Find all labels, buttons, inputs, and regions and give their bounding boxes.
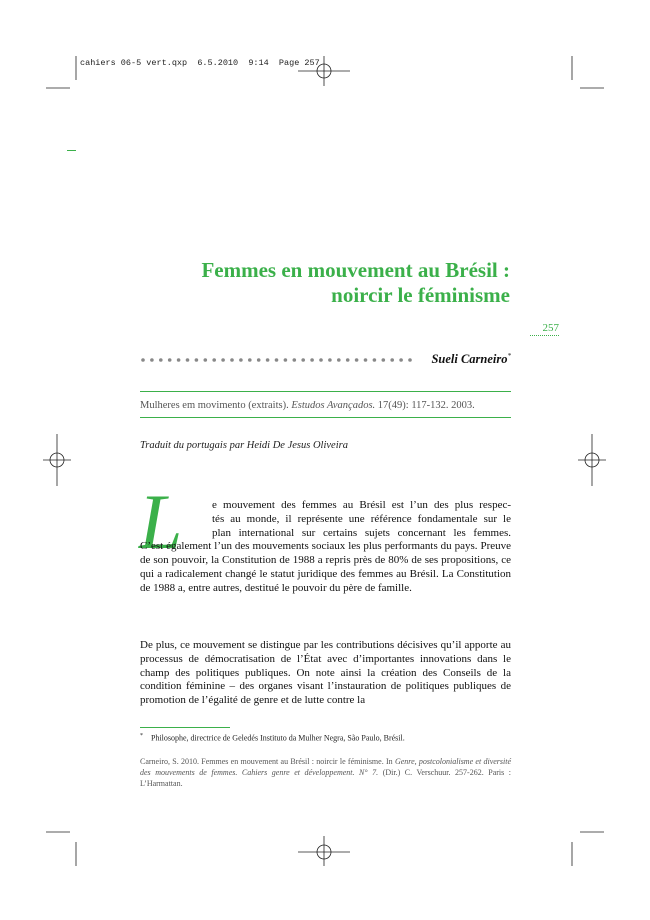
leader-dot — [355, 358, 359, 362]
leader-dot — [275, 358, 279, 362]
translation-credit: Traduit du portugais par Heidi De Jesus Oliveira — [140, 440, 348, 451]
leader-dot — [141, 358, 145, 362]
leader-dot — [204, 358, 208, 362]
citation-part-2: (Dir.) C. Verschuur. 257-262. Paris : L’Harmattan. — [140, 768, 512, 789]
leader-dot — [177, 358, 181, 362]
footnote — [140, 733, 511, 743]
dropcap-glyph: L — [139, 490, 183, 558]
leader-dot — [239, 358, 243, 362]
paragraph-1-line-1: e mouvement des femmes au Brésil est l’un des plus respec- — [212, 499, 511, 511]
leader-dot — [284, 358, 288, 362]
leader-dot — [257, 358, 261, 362]
leader-dot — [221, 358, 225, 362]
title-line-2: noircir le féminisme — [331, 283, 510, 307]
article-title — [201, 258, 510, 308]
leader-dot — [230, 358, 234, 362]
leader-dot — [248, 358, 252, 362]
leader-dot — [212, 358, 216, 362]
paragraph-1-line-3: plan international sur certains sujets concernant les femmes. — [212, 526, 511, 539]
citation-part-1: Carneiro, S. 2010. Femmes en mouvement au Brésil : noircir le féminisme. In — [140, 757, 393, 766]
source-journal: Estudos Avançados. — [291, 400, 376, 411]
leader-dot — [382, 358, 386, 362]
page-number: 257 — [530, 322, 559, 336]
leader-dot — [337, 358, 341, 362]
leader-dot — [159, 358, 163, 362]
leader-dot — [319, 358, 323, 362]
leader-dot — [373, 358, 377, 362]
source-reference — [140, 391, 511, 418]
leader-dot — [310, 358, 314, 362]
leader-dot — [399, 358, 403, 362]
source-details: 17(49): 117-132. 2003. — [377, 400, 475, 411]
paragraph-2: De plus, ce mouvement se distingue par les contributions décisives qu’il apporte au processus de démocratisation de l’État avec d’importantes innovations dans le champ des politiques publiques. On note ainsi la création des Conseils de la condition féminine – des organes visant l’instauration de politiques publiques de promotion de l’égalité de genre et de lutte contre la — [140, 639, 511, 707]
paragraph-1-rest: C’est également l’un des mouvements sociaux les plus performants du pays. Preuve de son pouvoir, la Constitution de 1988 a repris près de 80% de ses propositions, ce qui a radicalement changé le statut juridique des femmes au Brésil. La Constitution de 1988 a, entre autres, destitué le pouvoir du père de famille. — [140, 540, 511, 594]
leader-dot — [168, 358, 172, 362]
leader-dot — [301, 358, 305, 362]
author-row — [140, 352, 511, 368]
dotted-leader — [140, 356, 415, 364]
footnote-rule — [140, 727, 230, 728]
leader-dot — [346, 358, 350, 362]
citation — [140, 756, 511, 790]
leader-dot — [186, 358, 190, 362]
leader-dot — [364, 358, 368, 362]
leader-dot — [328, 358, 332, 362]
footnote-text: Philosophe, directrice de Geledés Instituto da Mulher Negra, São Paulo, Brésil. — [151, 733, 405, 743]
author-name — [431, 352, 511, 367]
citation-italic: Genre, postcolonialisme et diversité des mouvements de femmes. Cahiers genre et développement. N° 7. — [140, 757, 512, 778]
title-line-1: Femmes en mouvement au Brésil : — [201, 258, 510, 282]
leader-dot — [195, 358, 199, 362]
leader-dot — [390, 358, 394, 362]
author-name-text: Sueli Carneiro — [431, 352, 508, 367]
paragraph-1-line-2: tés au monde, il représente une référence fondamentale sur le — [212, 512, 511, 525]
margin-mark — [67, 150, 76, 151]
print-slug: cahiers 06-5 vert.qxp 6.5.2010 9:14 Page 257 — [80, 58, 320, 68]
leader-dot — [150, 358, 154, 362]
author-footnote-mark: * — [507, 352, 511, 360]
footnote-mark: * — [140, 733, 143, 739]
leader-dot — [408, 358, 412, 362]
paragraph-1 — [140, 499, 511, 596]
source-prefix: Mulheres em movimento (extraits). — [140, 400, 289, 411]
leader-dot — [293, 358, 297, 362]
leader-dot — [266, 358, 270, 362]
